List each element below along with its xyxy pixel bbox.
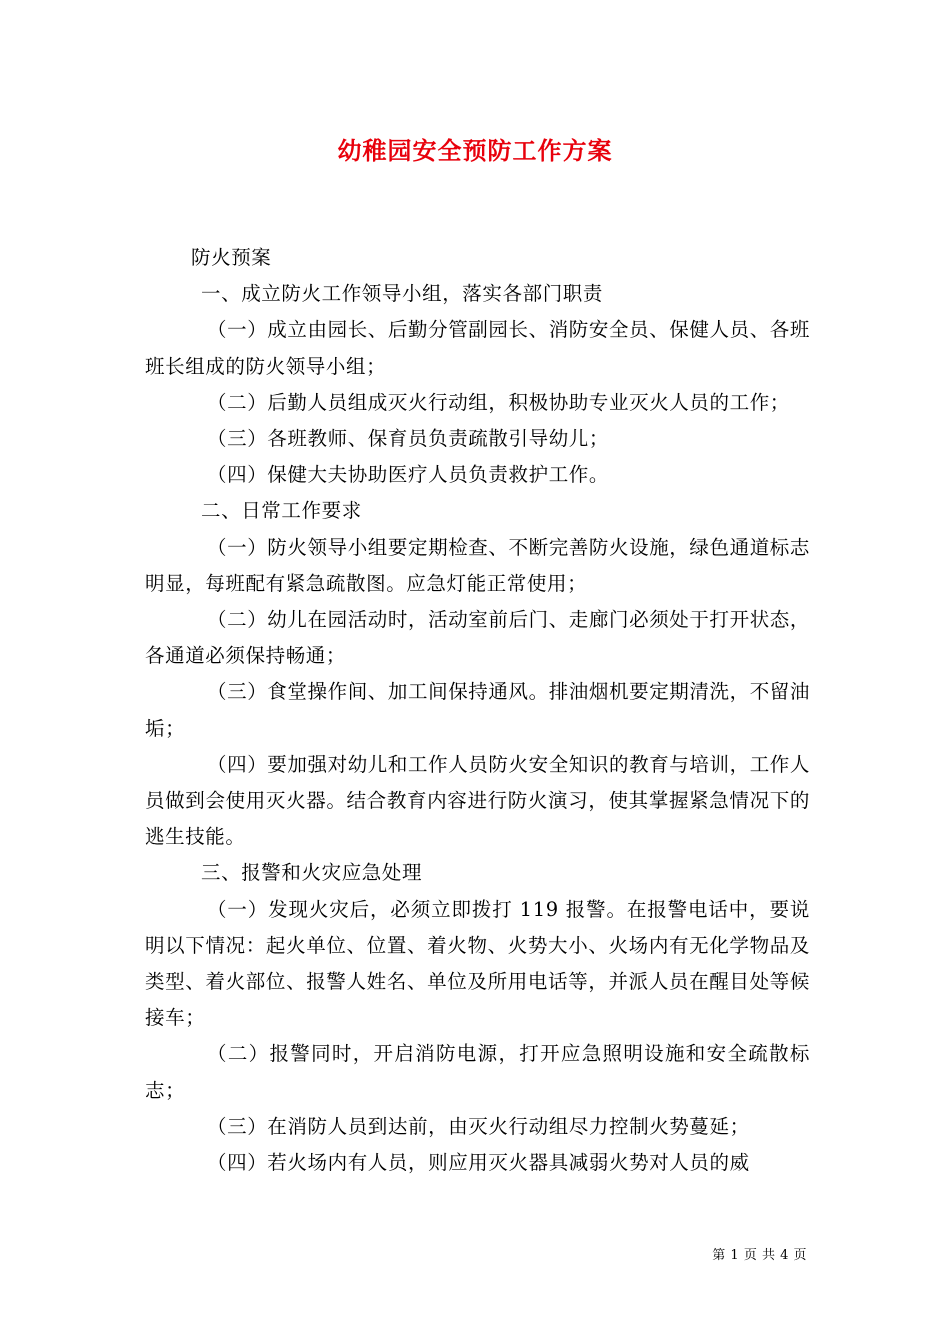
section-label: 防火预案 [191, 246, 272, 269]
paragraph: （三）在消防人员到达前，由灭火行动组尽力控制火势蔓延； [207, 1114, 750, 1138]
paragraph: （一）防火领导小组要定期检查、不断完善防火设施，绿色通道标志明显，每班配有紧急疏散图。应急灯能正常使用； [145, 535, 811, 595]
paragraph: （四）若火场内有人员，则应用灭火器具减弱火势对人员的威 [207, 1151, 750, 1175]
section-heading: 一、成立防火工作领导小组，落实各部门职责 [201, 282, 604, 306]
paragraph: （二）报警同时，开启消防电源，打开应急照明设施和安全疏散标志； [145, 1042, 810, 1102]
paragraph: （一）成立由园长、后勤分管副园长、消防安全员、保健人员、各班班长组成的防火领导小组； [145, 318, 811, 378]
paragraph: （四）要加强对幼儿和工作人员防火安全知识的教育与培训，工作人员做到会使用灭火器。结合教育内容进行防火演习，使其掌握紧急情况下的逃生技能。 [145, 752, 811, 849]
paragraph: （四）保健大夫协助医疗人员负责救护工作。 [207, 463, 610, 487]
document-body [145, 240, 810, 1181]
paragraph: （二）后勤人员组成灭火行动组，积极协助专业灭火人员的工作； [207, 390, 790, 414]
section-heading: 三、报警和火灾应急处理 [201, 861, 423, 885]
paragraph: （二）幼儿在园活动时，活动室前后门、走廊门必须处于打开状态，各通道必须保持畅通； [145, 608, 811, 668]
section-heading: 二、日常工作要求 [201, 499, 362, 523]
document-title: 幼稚园安全预防工作方案 [337, 136, 613, 165]
paragraph: （三）食堂操作间、加工间保持通风。排油烟机要定期清洗，不留油垢； [145, 680, 811, 740]
paragraph: （三）各班教师、保育员负责疏散引导幼儿； [207, 427, 610, 451]
paragraph: （一）发现火灾后，必须立即拨打 119 报警。在报警电话中，要说明以下情况：起火单位、位置、着火物、火势大小、火场内有无化学物品及类型、着火部位、报警人姓名、单位及所用电话等，并派人员在醒目处等候接车； [145, 897, 810, 1030]
page-number-footer: 第 1 页 共 4 页 [712, 1248, 807, 1263]
